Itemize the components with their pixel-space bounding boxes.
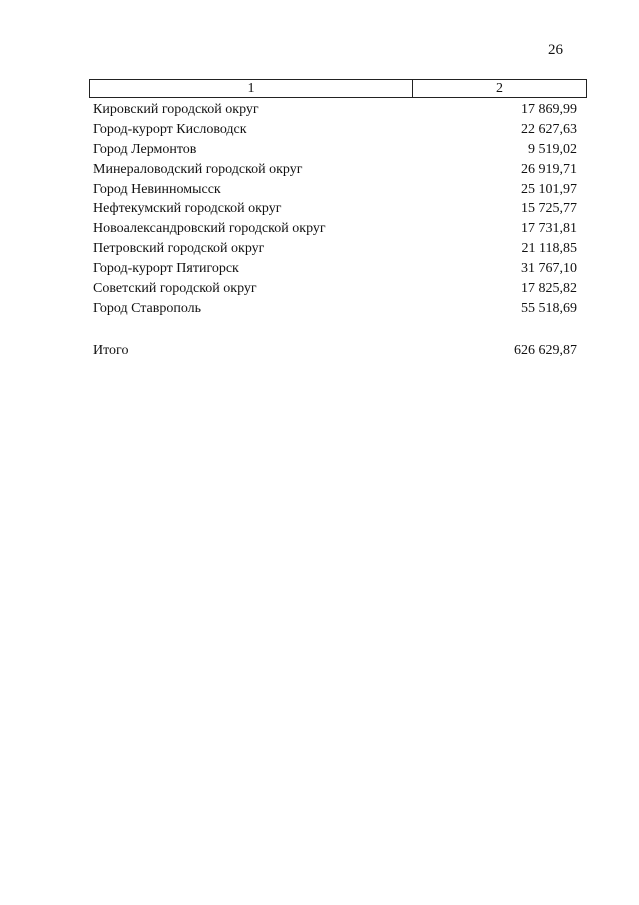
row-value: 17 731,81 bbox=[521, 221, 577, 237]
row-value: 17 869,99 bbox=[521, 102, 577, 117]
table-row bbox=[93, 200, 577, 220]
column-header-1: 1 bbox=[90, 80, 413, 97]
row-name: Город-курорт Пятигорск bbox=[93, 261, 239, 277]
row-value: 21 118,85 bbox=[521, 241, 577, 257]
total-row bbox=[93, 342, 577, 362]
row-value: 22 627,63 bbox=[521, 121, 577, 137]
row-name: Город Лермонтов bbox=[93, 141, 197, 157]
table-row bbox=[93, 240, 577, 260]
total-value: 626 629,87 bbox=[514, 343, 577, 358]
column-header-2: 2 bbox=[496, 81, 503, 96]
table-body bbox=[93, 101, 577, 320]
row-name: Нефтекумский городской округ bbox=[93, 201, 282, 217]
table-row bbox=[93, 220, 577, 240]
row-value: 31 767,10 bbox=[521, 261, 577, 277]
table-header bbox=[89, 79, 587, 98]
total-label: Итого bbox=[93, 343, 129, 358]
table-row bbox=[93, 141, 577, 161]
row-name: Город Ставрополь bbox=[93, 300, 202, 316]
row-name: Новоалександровский городской округ bbox=[93, 221, 326, 237]
row-name: Кировский городской округ bbox=[93, 102, 259, 117]
row-value: 55 518,69 bbox=[521, 300, 577, 316]
table-row bbox=[93, 161, 577, 181]
row-value: 17 825,82 bbox=[521, 281, 577, 297]
table-row bbox=[93, 121, 577, 141]
row-value: 25 101,97 bbox=[521, 181, 577, 197]
row-name: Город-курорт Кисловодск bbox=[93, 121, 247, 137]
page-number: 26 bbox=[548, 42, 563, 58]
row-name: Советский городской округ bbox=[93, 281, 257, 297]
row-name: Минераловодский городской округ bbox=[93, 161, 303, 177]
table-row bbox=[93, 181, 577, 201]
row-value: 26 919,71 bbox=[521, 161, 577, 177]
table-row bbox=[93, 300, 577, 320]
row-value: 9 519,02 bbox=[528, 141, 577, 157]
table-row bbox=[93, 101, 577, 121]
table-row bbox=[93, 260, 577, 280]
row-value: 15 725,77 bbox=[521, 201, 577, 217]
row-name: Город Невинномысск bbox=[93, 181, 221, 197]
table-row bbox=[93, 280, 577, 300]
row-name: Петровский городской округ bbox=[93, 241, 265, 257]
